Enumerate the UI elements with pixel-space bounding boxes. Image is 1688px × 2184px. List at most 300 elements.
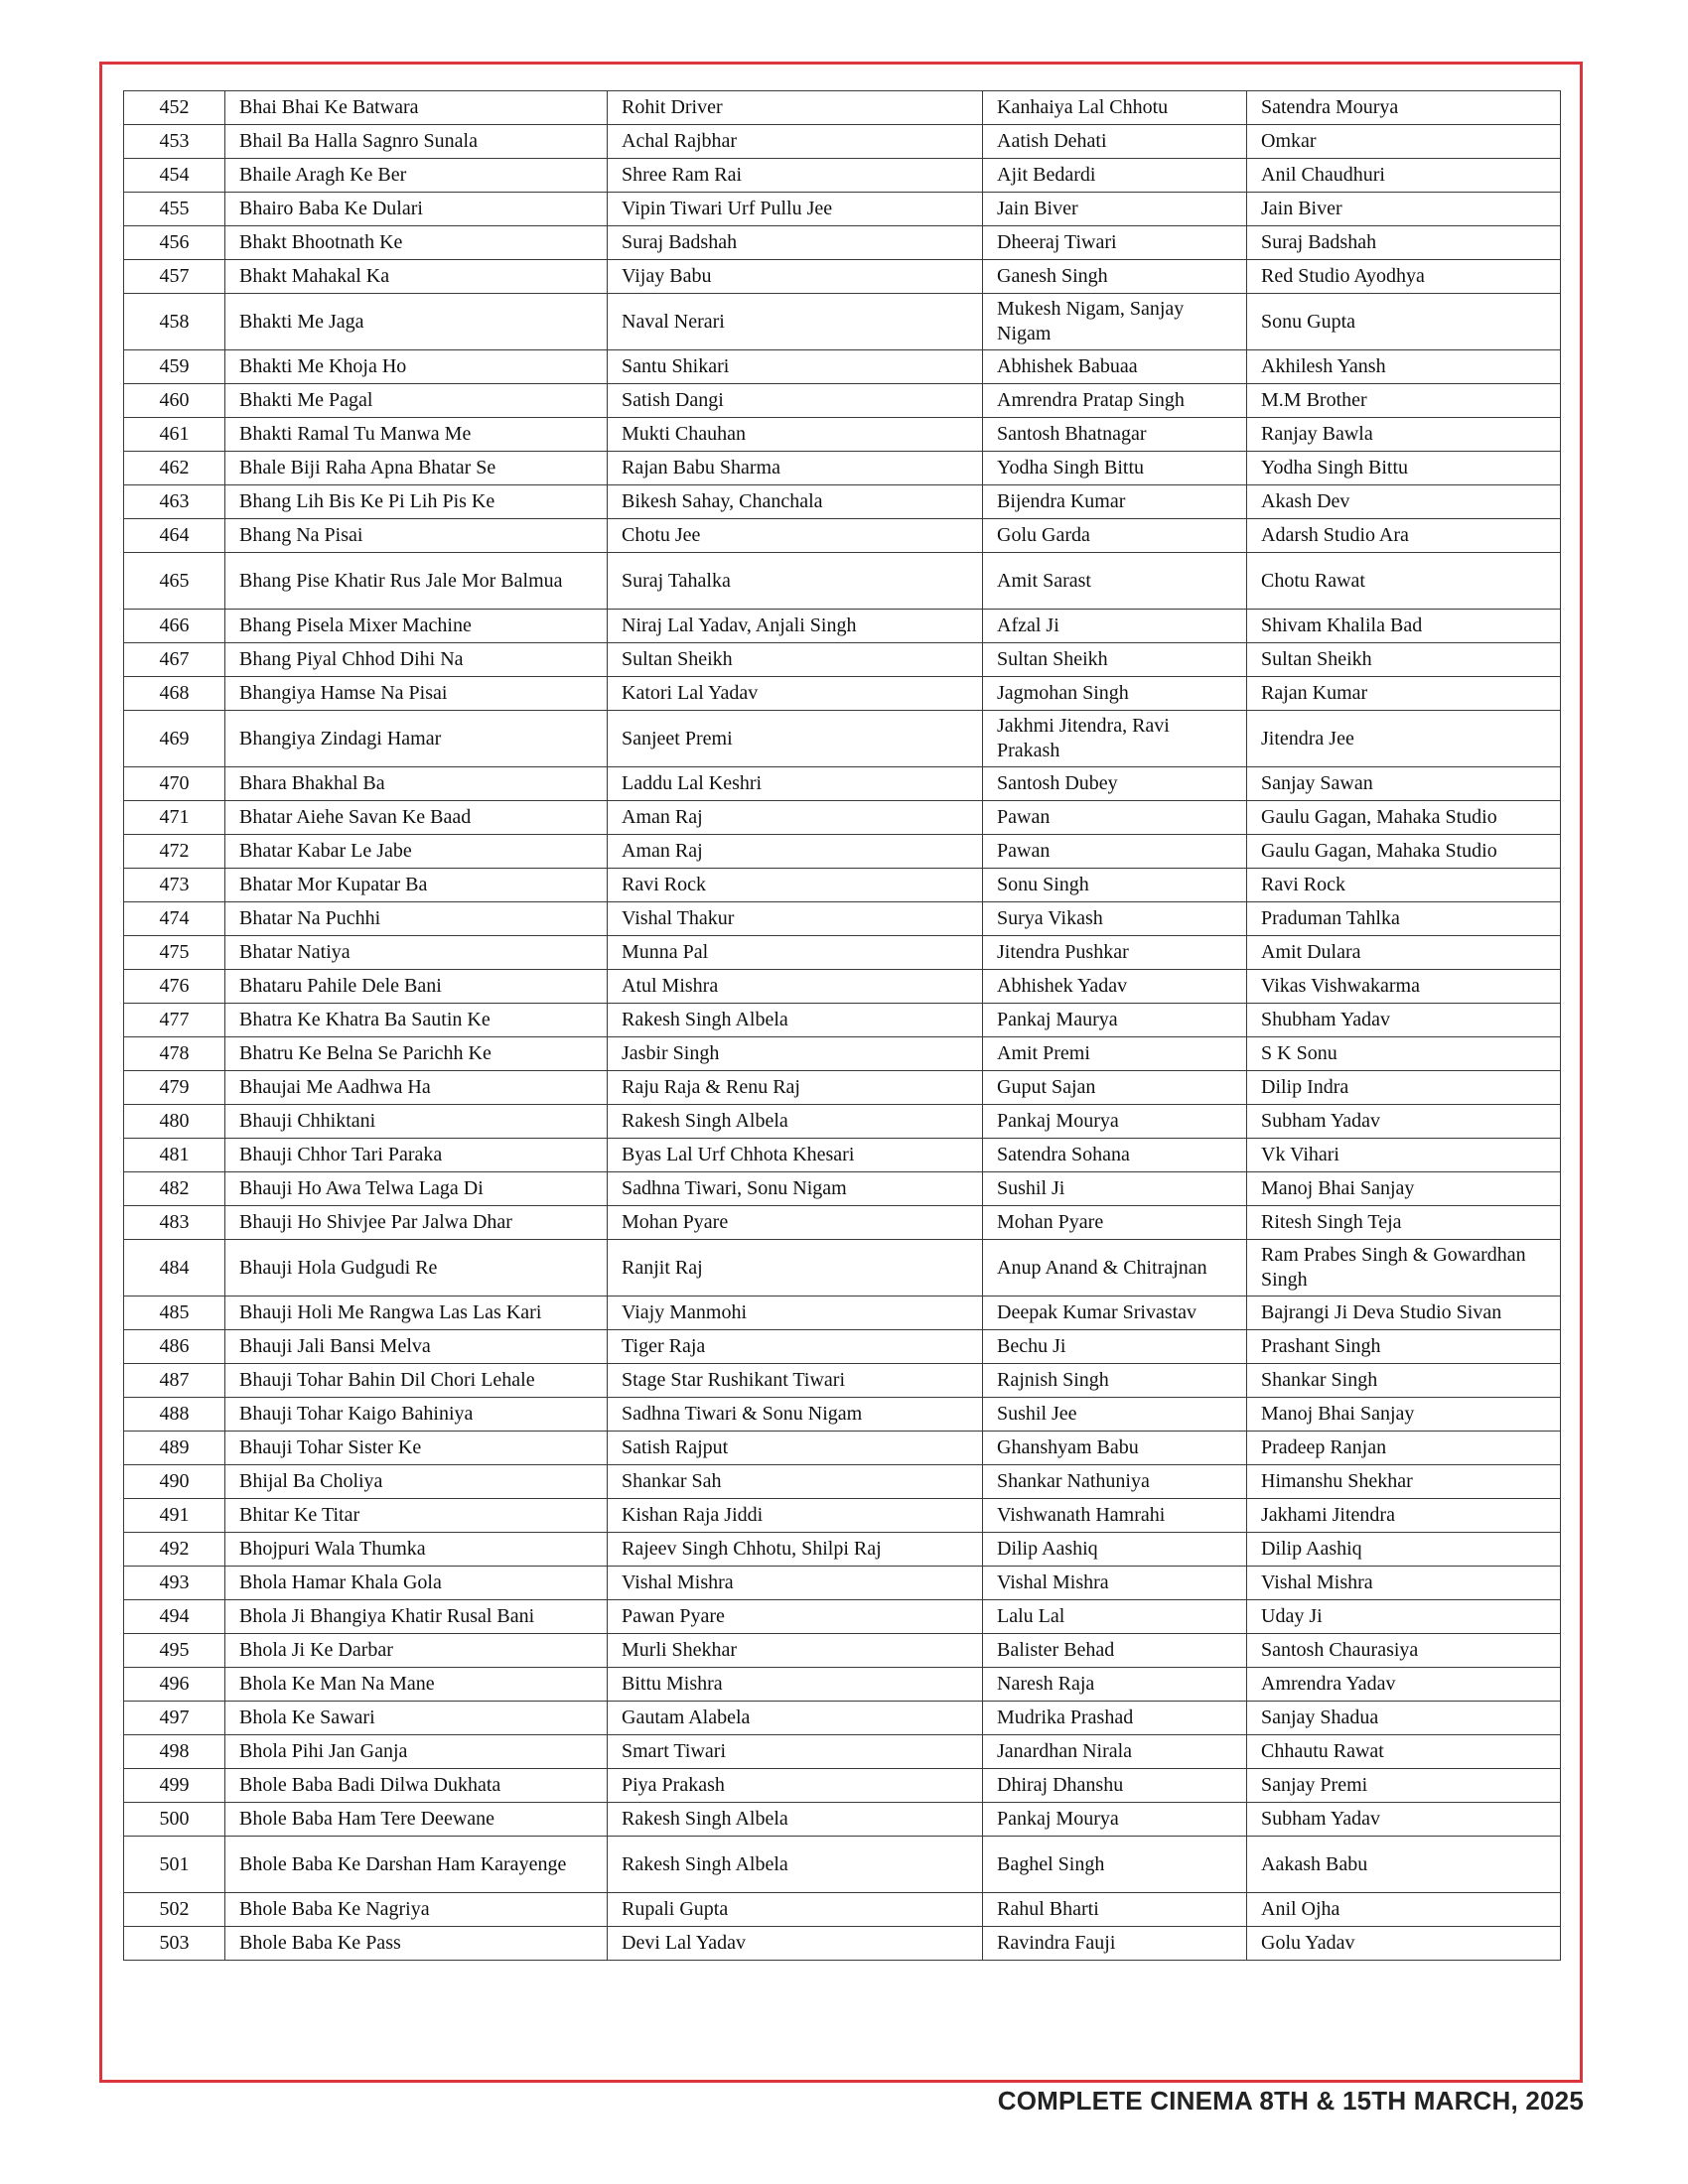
song-title-cell: Bhatar Kabar Le Jabe [225, 835, 608, 869]
lyricist-cell: Ghanshyam Babu [983, 1432, 1247, 1465]
singer-cell: Ravi Rock [608, 869, 983, 902]
lyricist-cell: Vishwanath Hamrahi [983, 1499, 1247, 1533]
lyricist-cell: Surya Vikash [983, 902, 1247, 936]
singer-cell: Pawan Pyare [608, 1600, 983, 1634]
table-row [124, 1735, 1561, 1769]
serial-number-cell: 503 [124, 1927, 225, 1961]
music-cell: Chhautu Rawat [1247, 1735, 1561, 1769]
music-cell: Santosh Chaurasiya [1247, 1634, 1561, 1668]
singer-cell: Satish Rajput [608, 1432, 983, 1465]
music-cell: Shubham Yadav [1247, 1004, 1561, 1037]
table-row [124, 1803, 1561, 1837]
table-row [124, 1206, 1561, 1240]
music-cell: Manoj Bhai Sanjay [1247, 1172, 1561, 1206]
serial-number-cell: 494 [124, 1600, 225, 1634]
lyricist-cell: Dhiraj Dhanshu [983, 1769, 1247, 1803]
singer-cell: Stage Star Rushikant Tiwari [608, 1364, 983, 1398]
music-cell: Dilip Aashiq [1247, 1533, 1561, 1567]
table-row [124, 294, 1561, 350]
music-cell: Ravi Rock [1247, 869, 1561, 902]
singer-cell: Viajy Manmohi [608, 1297, 983, 1330]
song-title-cell: Bhail Ba Halla Sagnro Sunala [225, 125, 608, 159]
lyricist-cell: Jitendra Pushkar [983, 936, 1247, 970]
song-title-cell: Bhang Na Pisai [225, 519, 608, 553]
singer-cell: Byas Lal Urf Chhota Khesari [608, 1139, 983, 1172]
song-title-cell: Bhakt Bhootnath Ke [225, 226, 608, 260]
serial-number-cell: 452 [124, 91, 225, 125]
song-title-cell: Bhauji Tohar Sister Ke [225, 1432, 608, 1465]
table-row [124, 1037, 1561, 1071]
lyricist-cell: Yodha Singh Bittu [983, 452, 1247, 485]
music-cell: Sanjay Shadua [1247, 1702, 1561, 1735]
serial-number-cell: 488 [124, 1398, 225, 1432]
music-cell: Ritesh Singh Teja [1247, 1206, 1561, 1240]
song-title-cell: Bhatar Mor Kupatar Ba [225, 869, 608, 902]
serial-number-cell: 497 [124, 1702, 225, 1735]
music-cell: Subham Yadav [1247, 1803, 1561, 1837]
lyricist-cell: Ravindra Fauji [983, 1927, 1247, 1961]
singer-cell: Sadhna Tiwari & Sonu Nigam [608, 1398, 983, 1432]
song-title-cell: Bhang Pisela Mixer Machine [225, 610, 608, 643]
singer-cell: Mukti Chauhan [608, 418, 983, 452]
song-title-cell: Bhangiya Zindagi Hamar [225, 711, 608, 767]
singer-cell: Piya Prakash [608, 1769, 983, 1803]
music-cell: Anil Ojha [1247, 1893, 1561, 1927]
singer-cell: Gautam Alabela [608, 1702, 983, 1735]
table-row [124, 418, 1561, 452]
table-row [124, 610, 1561, 643]
lyricist-cell: Satendra Sohana [983, 1139, 1247, 1172]
lyricist-cell: Pankaj Mourya [983, 1803, 1247, 1837]
music-cell: M.M Brother [1247, 384, 1561, 418]
song-title-cell: Bhole Baba Ham Tere Deewane [225, 1803, 608, 1837]
lyricist-cell: Kanhaiya Lal Chhotu [983, 91, 1247, 125]
singer-cell: Raju Raja & Renu Raj [608, 1071, 983, 1105]
singer-cell: Sadhna Tiwari, Sonu Nigam [608, 1172, 983, 1206]
singer-cell: Ranjit Raj [608, 1240, 983, 1297]
serial-number-cell: 479 [124, 1071, 225, 1105]
footer-publication-date: COMPLETE CINEMA 8TH & 15TH MARCH, 2025 [997, 2086, 1584, 2116]
serial-number-cell: 491 [124, 1499, 225, 1533]
lyricist-cell: Dilip Aashiq [983, 1533, 1247, 1567]
table-row [124, 260, 1561, 294]
music-cell: Rajan Kumar [1247, 677, 1561, 711]
serial-number-cell: 475 [124, 936, 225, 970]
serial-number-cell: 465 [124, 553, 225, 610]
lyricist-cell: Amit Sarast [983, 553, 1247, 610]
song-title-cell: Bhauji Chhiktani [225, 1105, 608, 1139]
table-row [124, 1297, 1561, 1330]
song-title-cell: Bhauji Tohar Bahin Dil Chori Lehale [225, 1364, 608, 1398]
music-cell: Vikas Vishwakarma [1247, 970, 1561, 1004]
table-row [124, 1398, 1561, 1432]
lyricist-cell: Jain Biver [983, 193, 1247, 226]
song-title-cell: Bhauji Hola Gudgudi Re [225, 1240, 608, 1297]
serial-number-cell: 502 [124, 1893, 225, 1927]
table-row [124, 1893, 1561, 1927]
lyricist-cell: Deepak Kumar Srivastav [983, 1297, 1247, 1330]
music-cell: Shankar Singh [1247, 1364, 1561, 1398]
singer-cell: Rajeev Singh Chhotu, Shilpi Raj [608, 1533, 983, 1567]
song-title-cell: Bhola Ji Ke Darbar [225, 1634, 608, 1668]
serial-number-cell: 476 [124, 970, 225, 1004]
table-row [124, 970, 1561, 1004]
table-row [124, 936, 1561, 970]
song-title-cell: Bhola Ji Bhangiya Khatir Rusal Bani [225, 1600, 608, 1634]
music-cell: Ranjay Bawla [1247, 418, 1561, 452]
table-row [124, 1172, 1561, 1206]
table-body [124, 91, 1561, 1961]
music-cell: Gaulu Gagan, Mahaka Studio [1247, 835, 1561, 869]
table-row [124, 1364, 1561, 1398]
lyricist-cell: Pankaj Maurya [983, 1004, 1247, 1037]
music-cell: Sanjay Sawan [1247, 767, 1561, 801]
serial-number-cell: 481 [124, 1139, 225, 1172]
singer-cell: Shankar Sah [608, 1465, 983, 1499]
singer-cell: Katori Lal Yadav [608, 677, 983, 711]
music-cell: Himanshu Shekhar [1247, 1465, 1561, 1499]
music-cell: Akhilesh Yansh [1247, 350, 1561, 384]
song-title-cell: Bhijal Ba Choliya [225, 1465, 608, 1499]
table-row [124, 801, 1561, 835]
serial-number-cell: 501 [124, 1837, 225, 1893]
music-cell: Golu Yadav [1247, 1927, 1561, 1961]
table-row [124, 1600, 1561, 1634]
singer-cell: Naval Nerari [608, 294, 983, 350]
singer-cell: Vipin Tiwari Urf Pullu Jee [608, 193, 983, 226]
table-row [124, 193, 1561, 226]
lyricist-cell: Bechu Ji [983, 1330, 1247, 1364]
lyricist-cell: Jagmohan Singh [983, 677, 1247, 711]
serial-number-cell: 464 [124, 519, 225, 553]
song-title-cell: Bhole Baba Ke Pass [225, 1927, 608, 1961]
lyricist-cell: Sushil Ji [983, 1172, 1247, 1206]
table-row [124, 1668, 1561, 1702]
music-cell: Praduman Tahlka [1247, 902, 1561, 936]
table-row [124, 519, 1561, 553]
singer-cell: Vijay Babu [608, 260, 983, 294]
lyricist-cell: Rahul Bharti [983, 1893, 1247, 1927]
song-title-cell: Bhai Bhai Ke Batwara [225, 91, 608, 125]
singer-cell: Satish Dangi [608, 384, 983, 418]
lyricist-cell: Dheeraj Tiwari [983, 226, 1247, 260]
table-row [124, 1465, 1561, 1499]
song-title-cell: Bhauji Jali Bansi Melva [225, 1330, 608, 1364]
music-cell: Aakash Babu [1247, 1837, 1561, 1893]
table-row [124, 452, 1561, 485]
singer-cell: Rohit Driver [608, 91, 983, 125]
serial-number-cell: 495 [124, 1634, 225, 1668]
lyricist-cell: Santosh Dubey [983, 767, 1247, 801]
table-row [124, 1634, 1561, 1668]
song-title-cell: Bhakt Mahakal Ka [225, 260, 608, 294]
song-title-cell: Bhauji Tohar Kaigo Bahiniya [225, 1398, 608, 1432]
serial-number-cell: 496 [124, 1668, 225, 1702]
lyricist-cell: Anup Anand & Chitrajnan [983, 1240, 1247, 1297]
singer-cell: Aman Raj [608, 801, 983, 835]
song-title-cell: Bhauji Ho Awa Telwa Laga Di [225, 1172, 608, 1206]
singer-cell: Sanjeet Premi [608, 711, 983, 767]
singer-cell: Rupali Gupta [608, 1893, 983, 1927]
lyricist-cell: Abhishek Babuaa [983, 350, 1247, 384]
table-row [124, 1139, 1561, 1172]
lyricist-cell: Vishal Mishra [983, 1567, 1247, 1600]
song-title-cell: Bhatru Ke Belna Se Parichh Ke [225, 1037, 608, 1071]
serial-number-cell: 468 [124, 677, 225, 711]
song-credits-table [123, 90, 1561, 1961]
song-title-cell: Bhairo Baba Ke Dulari [225, 193, 608, 226]
lyricist-cell: Guput Sajan [983, 1071, 1247, 1105]
song-title-cell: Bhitar Ke Titar [225, 1499, 608, 1533]
serial-number-cell: 473 [124, 869, 225, 902]
music-cell: Ram Prabes Singh & Gowardhan Singh [1247, 1240, 1561, 1297]
lyricist-cell: Golu Garda [983, 519, 1247, 553]
song-title-cell: Bhola Pihi Jan Ganja [225, 1735, 608, 1769]
music-cell: Shivam Khalila Bad [1247, 610, 1561, 643]
table-row [124, 1533, 1561, 1567]
music-cell: Yodha Singh Bittu [1247, 452, 1561, 485]
music-cell: S K Sonu [1247, 1037, 1561, 1071]
singer-cell: Rakesh Singh Albela [608, 1004, 983, 1037]
lyricist-cell: Baghel Singh [983, 1837, 1247, 1893]
serial-number-cell: 500 [124, 1803, 225, 1837]
lyricist-cell: Aatish Dehati [983, 125, 1247, 159]
music-cell: Vishal Mishra [1247, 1567, 1561, 1600]
singer-cell: Smart Tiwari [608, 1735, 983, 1769]
music-cell: Amit Dulara [1247, 936, 1561, 970]
singer-cell: Vishal Thakur [608, 902, 983, 936]
serial-number-cell: 480 [124, 1105, 225, 1139]
lyricist-cell: Balister Behad [983, 1634, 1247, 1668]
singer-cell: Kishan Raja Jiddi [608, 1499, 983, 1533]
table-row [124, 902, 1561, 936]
table-row [124, 1499, 1561, 1533]
music-cell: Manoj Bhai Sanjay [1247, 1398, 1561, 1432]
singer-cell: Vishal Mishra [608, 1567, 983, 1600]
serial-number-cell: 472 [124, 835, 225, 869]
serial-number-cell: 499 [124, 1769, 225, 1803]
serial-number-cell: 453 [124, 125, 225, 159]
music-cell: Suraj Badshah [1247, 226, 1561, 260]
song-title-cell: Bhatra Ke Khatra Ba Sautin Ke [225, 1004, 608, 1037]
music-cell: Red Studio Ayodhya [1247, 260, 1561, 294]
lyricist-cell: Rajnish Singh [983, 1364, 1247, 1398]
serial-number-cell: 483 [124, 1206, 225, 1240]
lyricist-cell: Amrendra Pratap Singh [983, 384, 1247, 418]
song-title-cell: Bhakti Me Jaga [225, 294, 608, 350]
table-row [124, 350, 1561, 384]
lyricist-cell: Lalu Lal [983, 1600, 1247, 1634]
song-title-cell: Bhatar Natiya [225, 936, 608, 970]
serial-number-cell: 460 [124, 384, 225, 418]
table-row [124, 159, 1561, 193]
singer-cell: Shree Ram Rai [608, 159, 983, 193]
lyricist-cell: Ganesh Singh [983, 260, 1247, 294]
table-row [124, 384, 1561, 418]
lyricist-cell: Mukesh Nigam, Sanjay Nigam [983, 294, 1247, 350]
lyricist-cell: Afzal Ji [983, 610, 1247, 643]
singer-cell: Suraj Tahalka [608, 553, 983, 610]
song-title-cell: Bhara Bhakhal Ba [225, 767, 608, 801]
table-row [124, 1769, 1561, 1803]
music-cell: Jain Biver [1247, 193, 1561, 226]
table-row [124, 767, 1561, 801]
table-row [124, 835, 1561, 869]
serial-number-cell: 493 [124, 1567, 225, 1600]
lyricist-cell: Naresh Raja [983, 1668, 1247, 1702]
table-row [124, 1330, 1561, 1364]
music-cell: Prashant Singh [1247, 1330, 1561, 1364]
music-cell: Sultan Sheikh [1247, 643, 1561, 677]
music-cell: Chotu Rawat [1247, 553, 1561, 610]
music-cell: Vk Vihari [1247, 1139, 1561, 1172]
lyricist-cell: Sultan Sheikh [983, 643, 1247, 677]
serial-number-cell: 459 [124, 350, 225, 384]
music-cell: Pradeep Ranjan [1247, 1432, 1561, 1465]
lyricist-cell: Shankar Nathuniya [983, 1465, 1247, 1499]
table-row [124, 711, 1561, 767]
song-title-cell: Bhaujai Me Aadhwa Ha [225, 1071, 608, 1105]
lyricist-cell: Pawan [983, 801, 1247, 835]
song-title-cell: Bhang Lih Bis Ke Pi Lih Pis Ke [225, 485, 608, 519]
lyricist-cell: Bijendra Kumar [983, 485, 1247, 519]
table-row [124, 1432, 1561, 1465]
serial-number-cell: 458 [124, 294, 225, 350]
lyricist-cell: Mudrika Prashad [983, 1702, 1247, 1735]
song-title-cell: Bhole Baba Badi Dilwa Dukhata [225, 1769, 608, 1803]
lyricist-cell: Sushil Jee [983, 1398, 1247, 1432]
song-title-cell: Bhang Piyal Chhod Dihi Na [225, 643, 608, 677]
lyricist-cell: Mohan Pyare [983, 1206, 1247, 1240]
serial-number-cell: 461 [124, 418, 225, 452]
singer-cell: Atul Mishra [608, 970, 983, 1004]
song-title-cell: Bhangiya Hamse Na Pisai [225, 677, 608, 711]
song-title-cell: Bhole Baba Ke Darshan Ham Karayenge [225, 1837, 608, 1893]
table-row [124, 869, 1561, 902]
song-title-cell: Bhole Baba Ke Nagriya [225, 1893, 608, 1927]
music-cell: Gaulu Gagan, Mahaka Studio [1247, 801, 1561, 835]
serial-number-cell: 484 [124, 1240, 225, 1297]
lyricist-cell: Pankaj Mourya [983, 1105, 1247, 1139]
lyricist-cell: Amit Premi [983, 1037, 1247, 1071]
table-row [124, 1105, 1561, 1139]
singer-cell: Rakesh Singh Albela [608, 1803, 983, 1837]
serial-number-cell: 466 [124, 610, 225, 643]
song-title-cell: Bhakti Me Khoja Ho [225, 350, 608, 384]
singer-cell: Munna Pal [608, 936, 983, 970]
serial-number-cell: 478 [124, 1037, 225, 1071]
serial-number-cell: 477 [124, 1004, 225, 1037]
singer-cell: Devi Lal Yadav [608, 1927, 983, 1961]
singer-cell: Sultan Sheikh [608, 643, 983, 677]
music-cell: Subham Yadav [1247, 1105, 1561, 1139]
singer-cell: Rakesh Singh Albela [608, 1105, 983, 1139]
music-cell: Anil Chaudhuri [1247, 159, 1561, 193]
lyricist-cell: Ajit Bedardi [983, 159, 1247, 193]
music-cell: Akash Dev [1247, 485, 1561, 519]
song-title-cell: Bhale Biji Raha Apna Bhatar Se [225, 452, 608, 485]
serial-number-cell: 462 [124, 452, 225, 485]
song-title-cell: Bhatar Na Puchhi [225, 902, 608, 936]
singer-cell: Bittu Mishra [608, 1668, 983, 1702]
serial-number-cell: 463 [124, 485, 225, 519]
serial-number-cell: 457 [124, 260, 225, 294]
lyricist-cell: Santosh Bhatnagar [983, 418, 1247, 452]
music-cell: Sanjay Premi [1247, 1769, 1561, 1803]
singer-cell: Mohan Pyare [608, 1206, 983, 1240]
table-row [124, 91, 1561, 125]
serial-number-cell: 470 [124, 767, 225, 801]
serial-number-cell: 490 [124, 1465, 225, 1499]
serial-number-cell: 471 [124, 801, 225, 835]
music-cell: Dilip Indra [1247, 1071, 1561, 1105]
song-title-cell: Bhakti Me Pagal [225, 384, 608, 418]
music-cell: Jitendra Jee [1247, 711, 1561, 767]
song-title-cell: Bhauji Chhor Tari Paraka [225, 1139, 608, 1172]
song-title-cell: Bhang Pise Khatir Rus Jale Mor Balmua [225, 553, 608, 610]
song-title-cell: Bhauji Holi Me Rangwa Las Las Kari [225, 1297, 608, 1330]
lyricist-cell: Janardhan Nirala [983, 1735, 1247, 1769]
song-title-cell: Bhola Ke Sawari [225, 1702, 608, 1735]
song-title-cell: Bhatar Aiehe Savan Ke Baad [225, 801, 608, 835]
song-title-cell: Bhola Ke Man Na Mane [225, 1668, 608, 1702]
singer-cell: Niraj Lal Yadav, Anjali Singh [608, 610, 983, 643]
serial-number-cell: 456 [124, 226, 225, 260]
music-cell: Bajrangi Ji Deva Studio Sivan [1247, 1297, 1561, 1330]
serial-number-cell: 467 [124, 643, 225, 677]
song-title-cell: Bhaile Aragh Ke Ber [225, 159, 608, 193]
table-row [124, 125, 1561, 159]
singer-cell: Murli Shekhar [608, 1634, 983, 1668]
serial-number-cell: 455 [124, 193, 225, 226]
table-row [124, 226, 1561, 260]
table-row [124, 553, 1561, 610]
music-cell: Omkar [1247, 125, 1561, 159]
lyricist-cell: Jakhmi Jitendra, Ravi Prakash [983, 711, 1247, 767]
singer-cell: Laddu Lal Keshri [608, 767, 983, 801]
singer-cell: Tiger Raja [608, 1330, 983, 1364]
table-row [124, 1071, 1561, 1105]
serial-number-cell: 482 [124, 1172, 225, 1206]
singer-cell: Bikesh Sahay, Chanchala [608, 485, 983, 519]
table-row [124, 643, 1561, 677]
serial-number-cell: 487 [124, 1364, 225, 1398]
singer-cell: Chotu Jee [608, 519, 983, 553]
music-cell: Uday Ji [1247, 1600, 1561, 1634]
music-cell: Amrendra Yadav [1247, 1668, 1561, 1702]
singer-cell: Rajan Babu Sharma [608, 452, 983, 485]
song-title-cell: Bhola Hamar Khala Gola [225, 1567, 608, 1600]
song-title-cell: Bhataru Pahile Dele Bani [225, 970, 608, 1004]
singer-cell: Achal Rajbhar [608, 125, 983, 159]
table-row [124, 485, 1561, 519]
music-cell: Sonu Gupta [1247, 294, 1561, 350]
music-cell: Jakhami Jitendra [1247, 1499, 1561, 1533]
table-row [124, 1567, 1561, 1600]
table-row [124, 1240, 1561, 1297]
song-title-cell: Bhauji Ho Shivjee Par Jalwa Dhar [225, 1206, 608, 1240]
song-title-cell: Bhojpuri Wala Thumka [225, 1533, 608, 1567]
singer-cell: Aman Raj [608, 835, 983, 869]
serial-number-cell: 474 [124, 902, 225, 936]
singer-cell: Jasbir Singh [608, 1037, 983, 1071]
table-row [124, 1927, 1561, 1961]
lyricist-cell: Sonu Singh [983, 869, 1247, 902]
serial-number-cell: 498 [124, 1735, 225, 1769]
singer-cell: Suraj Badshah [608, 226, 983, 260]
music-cell: Satendra Mourya [1247, 91, 1561, 125]
serial-number-cell: 486 [124, 1330, 225, 1364]
